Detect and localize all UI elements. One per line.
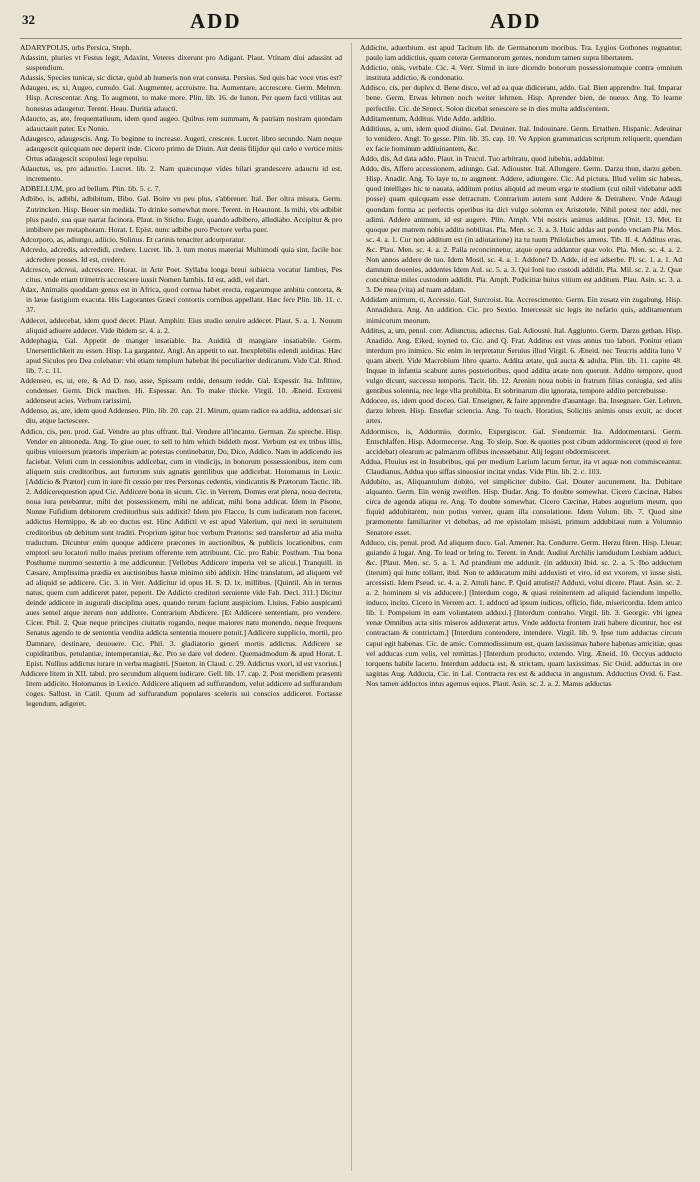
- dictionary-entry: Adcorporo, as, adiungo, adiicio. Solinus. Et carinis tenaciter adcorporatur.: [20, 234, 246, 244]
- dictionary-entry: Additiuus, a, um, idem quod diuino. Gal. Deuiner. Ital. Indouinare. Germ. Errathen. Hispanic. Adeuinar lo venidero. Angl. To gesse. Plin. lib. 35. cap. 10. Ve Appion grammaticus scriptum reliquerit, quendam ex facie hominum addiuinantem, &c.: [360, 123, 682, 153]
- dictionary-entry: Addenso, as, are, idem quod Addenseo. Plin. lib. 20. cap. 21. Mirum, quam radice ea addita, addensari sic diu, atque lactescere.: [20, 406, 342, 426]
- dictionary-entry: ADBELLUM, pro ad bellum. Plin. lib. 5. c. 7.: [20, 184, 161, 194]
- dictionary-entry: Addubito, as, Aliquantulum dubito, vel simpliciter dubito. Gal. Douter aucunement. Ita. Dubitare alquanto. Germ. Ein wenig zweiflen. Hisp. Dudar. Ang. To doubte somewhat. Cicero Cæcinæ, Habes circa de agenda aliqua re. Ang. To doubte somewhat. Cicero Cæcinæ, Habes augurium meum, quo fiquid addubitarem, non potius vereer, quam illa consolatione. Idem Volum. lib. 7. Quod sine præmonente familiariter vt debebas, ad me epistolam misisti, primum addubitaui num a Volumnio Senatore esset.: [360, 477, 682, 537]
- page-header: [20, 8, 682, 39]
- dictionary-entry: Adcredo, adcredis, adcredidi, credere. Lucret. lib. 3. tum motus materiai Multimodi quia sint, facile hoc adcredere posses. Id est, credere.: [20, 244, 342, 264]
- dictionary-entry: Additamentum, Additus. Vide Addo. additio.: [360, 113, 497, 123]
- left-column: [20, 43, 342, 1171]
- dictionary-entry: Adduco, cis, penul. prod. Ad aliquem duco. Gal. Amener. Ita. Condurre. Germ. Herzu füren. Hisp. Lleuar, guiando á lugar. Ang. To lead or bring to. Terent. in Andr. Audiui Archilis iamdudum Lesbiam adduci, &c. [Plaut. Men. sc. 5. a. 1. Ad prandium me adduxit. (in adduxit) Ibid. sc. 2. a. 5. Ibo adductum (iterum) qui hunc tollant, ibid. Non te adducatum mihi adduxisti et viro, id est vxorem, vt iusse sisti, arcessisti. Idem Pseud. sc. 4. a. 2. Attuli hanc. P. Quid attulisti? Adduxi, volui dicere. Plaut. Asin. sc. 2. a. 2. hominem si vis adducere.] [Interdum cogo, & quasi reinitentem ad aliquid faciendum impello, induco, incito. Cicero in Verrem act. 1. adducti ad ipsum iudices, officio, fide, misericordia. Idem attico lib. 1. Pompeium in eam voluntatem adduxi.] [Interdum contraho. Virgil. lib. 3. Georgic. vbi ignea venæ Omnibus acta sitis miseros adduxerat artus. Vnde adducta frontem irati habere dicuntur, hoc est contractam & contrictam.] [Interdum contendere, intendere. Virgil. lib. 9. Ipse tum adductas circum caput egit habenas. Cic. de amic. Commodissimum est, quam laxissimas habere habenas amicitiæ, quas vel adducas cum velis, vel remittas.] [Interdum producto, extendo. Virg. Æneid. 10. Occyus adducto torquens habile lacerto. Interdum adducta est, & strictam, quam laxissimas. Sic Ouid. adductas in ore sagittas Aug. Adducta, Cic. in Lal. Contracta res est & adducta in angustum. Adductius Ovid. 6. Fast. Nos tamen adductos intus agemus equos. Plaut. Asin. sc. 2. a. 2. Manus adductas: [360, 537, 682, 688]
- dictionary-entry: Adcresco, adcreui, adcrescere. Horat. in Arte Poet. Syllaba longa breui subiecta vocatur Iambus, Pes citus. vnde etiam trimetris accrescere iussit Nomen Iambis. Id est, addi, vel dari.: [20, 265, 342, 285]
- dictionary-entry: Adauctus, us, pro adauctio. Lucret. lib. 2. Nam quæcunque vides hilari grandescere adauctu id est, incremento.: [20, 164, 342, 184]
- dictionary-entry: Addecet, addecebat, idem quod decet. Plaut. Amphitr. Eius studio seruire addecet. Plaut. S. a. 1. Nouum aliquid adiuere addecet. Vide ibidem sc. 4. a. 2.: [20, 315, 342, 335]
- dictionary-entry: Addidam animum, ti, Accessio. Gal. Surcroist. Ita. Accrescimento. Germ. Ein zusatz ein zugabung. Hisp. Annadidura. Ang. An addition. Cic. pro Sextio. Intercessit sic legis ite nefario quis, additamentum inimicorum meorum.: [360, 295, 682, 325]
- running-head-right: ADD: [490, 9, 542, 33]
- dictionary-entry: Addephagia, Gal. Appetit de manger insatiable. Ita. Auidità di mangiare insatiabile. Germ. Unersettlichkeit zu essen. Hisp. La gargantez. Angl. An appetit to eat. Inexplebilis edendi auiditas. Hæc apud Siculos pro Dea colebatur: vbi etiam templum habebat ibi peculiariter dedicatum. Vide Cal. Rhod. lib. 7. c. 11.: [20, 335, 342, 375]
- right-column: [360, 43, 682, 1171]
- dictionary-entry: Adassint, pluries vt Festus legit, Adaxint, Veteres dixerunt pro Adigant. Plaut. Vtinam diui adassint ad suspendium.: [20, 53, 342, 73]
- dictionary-entry: Addicere litem in XII. tabul. pro secundum aliquem iudicare. Gell. lib. 17. cap. 2. Post meridiem præsenti litem addicito. Hotomanus in Lexico. Addicere aliquem ad suffurandum, velut addicere ad suffurandum coges. Sallust. in Catil. Quum ad suffurandum populares sceleris sui conscios addiceret. Fortasse legendum, adigeret.: [20, 668, 342, 709]
- dictionary-entry: Additus, a, um, penul. corr. Adiunctus, adiectus. Gal. Adiousté. Ital. Aggiunto. Germ. Darzu gethan. Hisp. Anadido. Ang. Eiked, ioyned to. Cic. and Q. Frat. Additus est vnus annus tuo labori. Ponitur etiam interdum pro inimico. Sic enim in terpretatur Seruius illud Virgil. 6. Æneid. nec Teucris addita Iuno V quam aberit. Vide Macrobium libro quarto. Addita ætate, quâ aucta & adulta. Plin. lib. 11. capite 48. Inquae in infantia scabunt aures posterioribus, quod addita ætate non querunt. Addito tempore, quod vulgo dicunt, successu temporis. Tacit. lib. 12. Arenim noua nobis in fratrum filias coniugia, sed aliis gentibus solennia, nec lege vlla prohibita. Et sobrinarum diu ignorata, tempore addito percrebuisse.: [360, 325, 682, 396]
- dictionary-entry: Addoceo, es, idem quod doceo. Gal. Enseigner, & faire apprendre d'auantage. Ita. Insegnare. Ger. Lehren, darzu lehren. Hisp. Enseñar sciencia. Ang. To teach. Horatius, Solicitis animis onus exuit, ac docet artes.: [360, 396, 682, 426]
- dictionary-entry: Adaugesco, adaugescis. Ang. To beginne to increase. Augeri, crescere. Lucret. libro secundo. Nam neque adaugescit quicquam nec deperit inde. Cicero primo de Diuin. Aut denis filijdor qui cælo e vertice mitis Ortus adaugescit scopulosi lege repulsu.: [20, 133, 342, 164]
- dictionary-entry: Adax, Animalis quoddam genus est in Africa, quod cornua habet erecta, rugarumque ambitu contorta, & in læue fastigium exacuta. His Lagorantes Græci contortis cornibus appellant. Hæc fere Plin. lib. 11. c. 37.: [20, 285, 342, 315]
- page-number: 32: [22, 12, 35, 27]
- dictionary-entry: Addormisco, is, Addormio, dormio, Expergiscor. Gal. S'endormir. Ita. Addormentarsi. Germ. Entschlaffen. Hisp. Adormecerse. Ang. To sleip. Sue. & quoties post cibum addormisceret (quod ei fere accidebat) olearum ac palmarum offibus incessebatur. Alij legunt obdormisceret.: [360, 426, 682, 456]
- text-columns: [20, 43, 682, 1171]
- dictionary-entry: Adaugeo, es, xi, Augeo, cumulo. Gal. Augmenter, accroistre. Ita. Aumentare, accrescere. Germ. Mehren. Hisp. Acrescentar. Ang. To augment, to make more. Plin. lib. 16. de Iunon. Per quem facti vtilitas aut honestas adaugetur. Terent. Heau. Duritia adaucti.: [20, 83, 342, 113]
- dictionary-entry: Addicite, aduerbium. est apud Tacitum lib. de Germanorum moribus. Tra. Lygios Gothones regnantur, paulo iam addictius, quam ceteræ Germanorum gentes, nondum tamen supra libertatem.: [360, 43, 682, 63]
- dictionary-entry: Addictio, onis, verbale. Cic. 4. Verr. Simul in iure dicendo bonorum possessionumque contra omnium instituta addictio, & condonatio.: [360, 63, 682, 83]
- dictionary-entry: Addo, dis, Affero accessionem, adiungo. Gal. Adiouster. Ital. Allungere. Germ. Darzu thun, darzu geben. Hisp. Anadir. Ang. To laye to, to augment. Addere, adiungere. Cic. Ad pictura. Illud velim sic habeas, quod intelliges hic te nauata, additum potius aliquid ad meum erga te studium (cui nihil videbatur addi posse) quam quicquam esse detractum. Contrarium autem sunt Addere & Detrahere. Vnde Adaugi quondam forma ac perfectis operibus ita dici vulgo solemn ex Aristotele. Nihil potest nec addi, nec adimi. Addere animum, id est augere. Plin. Amph. Vbi nostris animus additus. [Onit. 13. Met. Et quoque per matrem nobis addita nobilitas. Pla. Men. sc. 3. a. 3. Huic addas aut pondo vnciam Pla. Mos. sc. 4. a. 1. Cur non additum est (in adiutarione) ita tu tuum Philolaches amens. Tib. II. 4. Additus eras, &c. Plau. Men. sc. 4. a. 2. Palla reconcinnetur, atque opera addantur quæ volo. Pla. Men. sc. 4. a. 2. Non annos addere de tuo. Idem Mostl. sc. 4. a. 1. Addone? D. Adde, id est adserbe. Pl. sc. 1. a. 1. Ad damnum deuenies, addentes Idem Aul. sc. 5. a. 3. Qui Ioni tuo custodi addidit. Pla. Mil. sc. 2. a. 2. Quæ concubinæ miles custodem addidit. Pla. Amph. Pudicitiæ huius vitium est additum. Plau. Asin. sc. 3. a. 3. De mea (vita) ad tuam addam.: [360, 164, 682, 295]
- dictionary-entry: Adbibo, is, adbibi, adbibitum, Bibo. Gal. Boire vn peu plus, s'abbreuer. Ital. Ber oltra misura. Germ. Zutrincken. Hisp. Beuer sin medida. To drinke somewhat more. Terent. in Heautont. Is mihi, vbi adbibit plus paulo, sua quæ narrat facinora. Plaut. in Sticho. Euge, quando adbibero, alludiabo. Accipitur & pro imbibere per metaphoram. Horat. I. Epist. nunc adbibe puro Pectore verba puer.: [20, 194, 342, 234]
- dictionary-entry: Addenseo, es, ui, ere, & Ad D. nso, asse, Spissum redde, densum redde. Gal. Espessir. Ita. Infittire, condenser. Germ. Dick machen. Hi. Espessar. An. To make thicke. Virgil. 10. Æneid. Extremi addenseut acies. Verbum rarissimi.: [20, 376, 342, 406]
- column-divider: [351, 43, 352, 1171]
- dictionary-entry: Addua, Fluuius est in Insubribus, qui per medium Larium lacum fertur, ita vt aquæ non commisceantur. Claudianus, Addua quo siffas sinuosior incitat vndas. Vide Plin. lib. 2. c. 103.: [360, 456, 682, 476]
- dictionary-entry: Adassis, Species tunicæ, sic dictæ, quòd ab humeris non erat consuta. Persius. Sed quis hac voce vtus est?: [20, 73, 342, 83]
- dictionary-entry: Addo, dis, Ad data addo. Plaut. in Trucul. Tuo arbitratu, quod iubebis, addabitur.: [360, 154, 605, 164]
- running-head-left: ADD: [190, 9, 242, 33]
- dictionary-entry: Adaucto, as, ate, frequentatiuum, idem quod augeo. Quibus rem summam, & patriam nostram quondam adauctauit pater. Ex Nonio.: [20, 113, 342, 133]
- dictionary-entry: Addisco, cis, per duplex d. Bene disco, vel ad ea quæ didiceram, addo. Gal. Bien apprendre. Ital. Imparar bene. Germ. Etwas lehrnen noch weiter lehrnen. Hisp. Aprender bien, de nueuo. Ang. To learne perfectlie. Cic. de Senect. Solon dicebat senescere se in dies multa addiscentem.: [360, 83, 682, 113]
- dictionary-entry: Addico, cis, pen. prod. Gal. Vendre au plus offrant. Ital. Vendere all'incanto. German. Zu spreche. Hisp. Vender en almoneda. Ang. To giue ouer, to sell to him which biddeth most. Verbum est ex tribus illis, quibus vniuersum prætoris imperium ac potestas continebatur, Do, Dico, Addico. Nam in addicendo ius faciebat. Veluti cum in cessionibus addicebat, cum in vindicijs, in bonorum possessionibus, item cum aliquem suis creditoribus, aut furtorum suis agnatis gentilibus que addicebat. Hotomanus in Lexic. [Addicio & Prætor] cum in iure fit cessio per tres Personas cedentis, vindicantis & Prætorum Tactic. lib. 2. Addicerequestion apud Cic. Addicere bona in sicum. Cic. in Verrem, Domus erat plena, noua decreta, noua iura petebantur, mihi det possessionem, mihi ne addicat, mihi bona addicat. Idem in Pisone, Nonne Fufidium debitorem creditoribus suis addixit? Idem pro Flacco, Is cum iudicatum non faceret, addictus Hermippo, & ab eo ductus est. Hinc Addicti vt est apud Valerium, qui nexi in seruitutem creditoribus ob debitum sunt traditi. Proprium igitur hoc verbum Prætoris: sed transfertur ad alia multa traductum. Dicuntur enim quoque addicere præcones in auctionibus, & publicis locationibus, cum emptori seu locatori nullo maius pretium offerente rem attribuunt. Cic. pro Rabir. Posthum. Tua bona Posthume nummo sestertio à me addicuntur. [Vellebus Addicere imperia vel se alicui.] Tranquill. in Cæsare, Amplissima prædia ex auctionibus hastæ minimo sibi addixit. Hinc translatum, ad aliquem vel ad aliquid se addicere. Cic. 3. in Verr. Addicitur id opus H. S. D. lx. millibus. [Quintil. An in ternus natus, quem cum addiceret pater, peperit. De Addicto creditori seruiente vide Fab. Decl. 311.] Dicitur deinde addicere in augurali disciplina aues, quando rerum faciunt auspicium. Liuius, Fabio auspicanti aues semel atque iterum non addixere. Contrarium Abdicere. [Et Addicere sententiam, pro vendere. Cicer. Phil. 2. Quæ neque principes ciuitatis rogando, neque maiores natu monendo, neque frequens Senatus agendo te de sententia vendita addicta sententia mouere potuit.] Addicere supplicio, mortii, pro Damnare, destinare, deuouere. Cic. Phil. 3. gladiatorio generi mortis addictus. Addicere se cupiditatibus, petulantiæ, intemperantiæ, &c. Pro se dare vel dedere. Quemadmodum & apud Horat. I. Epist. Nullius addictus iurare in verba magistri. [Sueton. in Claud. c. 29. Addictus vxori, id est vxorius.]: [20, 426, 342, 668]
- dictionary-entry: ADARYPOLIS, urbs Persica, Steph.: [20, 43, 132, 52]
